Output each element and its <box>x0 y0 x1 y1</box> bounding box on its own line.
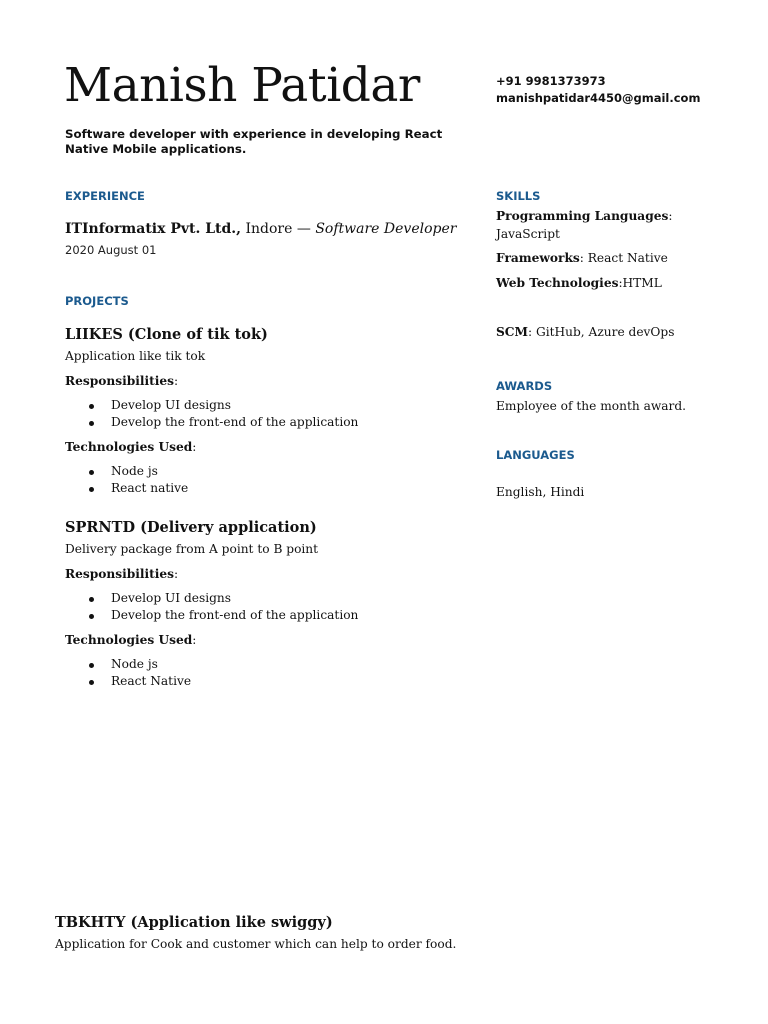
bullet-icon <box>89 680 94 685</box>
list-item <box>111 590 358 607</box>
project-1-title: LIIKES (Clone of tik tok) <box>65 326 268 343</box>
list-item <box>111 607 358 624</box>
bullet-icon <box>89 614 94 619</box>
skill-scm: SCM: GitHub, Azure devOps <box>496 325 675 339</box>
project-2-technologies-label: Technologies Used: <box>65 633 197 647</box>
skill-programming-languages-value: JavaScript <box>496 227 560 241</box>
award-text: Employee of the month award. <box>496 399 687 413</box>
list-item-text: Develop the front-end of the application <box>111 415 359 429</box>
project-1-technologies-list <box>111 463 188 497</box>
list-item <box>111 414 358 431</box>
list-item-text: React native <box>111 481 189 495</box>
technologies-label-text: Technologies Used <box>65 440 193 454</box>
resume-name: Manish Patidar <box>64 58 420 113</box>
skills-heading: SKILLS <box>496 189 541 203</box>
job-date: 2020 August 01 <box>65 243 157 257</box>
skill-value: GitHub, Azure devOps <box>532 325 675 339</box>
technologies-label-text: Technologies Used <box>65 633 193 647</box>
job-location: Indore — <box>241 221 316 237</box>
list-item-text: Node js <box>111 657 158 671</box>
list-item-text: Node js <box>111 464 158 478</box>
skill-value: React Native <box>583 251 668 265</box>
projects-heading: PROJECTS <box>65 294 129 308</box>
job-line <box>65 221 456 237</box>
list-item-text: Develop UI designs <box>111 591 232 605</box>
project-1-technologies-label: Technologies Used: <box>65 440 197 454</box>
languages-text: English, Hindi <box>496 485 585 499</box>
list-item <box>111 480 188 497</box>
email-address: manishpatidar4450@gmail.com <box>496 91 701 105</box>
bullet-icon <box>89 404 94 409</box>
responsibilities-label-text: Responsibilities <box>65 374 175 388</box>
phone-number: +91 9981373973 <box>496 74 606 88</box>
project-2-title: SPRNTD (Delivery application) <box>65 519 317 536</box>
bullet-icon <box>89 487 94 492</box>
job-role: Software Developer <box>315 221 457 237</box>
list-item <box>111 656 191 673</box>
bullet-icon <box>89 421 94 426</box>
project-3-title: TBKHTY (Application like swiggy) <box>55 914 333 931</box>
project-1-description: Application like tik tok <box>65 349 206 363</box>
list-item <box>111 673 191 690</box>
skill-label: SCM <box>496 325 528 339</box>
skill-label: Web Technologies <box>496 276 619 290</box>
project-2-responsibilities-label: Responsibilities: <box>65 567 179 581</box>
skill-frameworks: Frameworks: React Native <box>496 251 668 265</box>
awards-heading: AWARDS <box>496 379 553 393</box>
skill-value: HTML <box>622 276 662 290</box>
bullet-icon <box>89 663 94 668</box>
list-item <box>111 397 358 414</box>
skill-web-technologies: Web Technologies:HTML <box>496 276 662 290</box>
experience-heading: EXPERIENCE <box>65 189 145 203</box>
summary: Software developer with experience in developing React Native Mobile applications. <box>65 127 443 156</box>
project-2-technologies-list <box>111 656 191 690</box>
bullet-icon <box>89 597 94 602</box>
skill-label: Programming Languages <box>496 209 669 223</box>
list-item-text: Develop UI designs <box>111 398 232 412</box>
responsibilities-label-text: Responsibilities <box>65 567 175 581</box>
project-1-responsibilities-list <box>111 397 358 431</box>
list-item-text: Develop the front-end of the application <box>111 608 359 622</box>
project-2-description: Delivery package from A point to B point <box>65 542 319 556</box>
skill-label: Frameworks <box>496 251 580 265</box>
list-item <box>111 463 188 480</box>
project-3-description: Application for Cook and customer which can help to order food. <box>55 937 457 951</box>
list-item-text: React Native <box>111 674 192 688</box>
bullet-icon <box>89 470 94 475</box>
project-2-responsibilities-list <box>111 590 358 624</box>
project-1-responsibilities-label: Responsibilities: <box>65 374 179 388</box>
skill-programming-languages: Programming Languages: <box>496 209 673 223</box>
languages-heading: LANGUAGES <box>496 448 575 462</box>
job-company: ITInformatix Pvt. Ltd., <box>65 221 242 237</box>
